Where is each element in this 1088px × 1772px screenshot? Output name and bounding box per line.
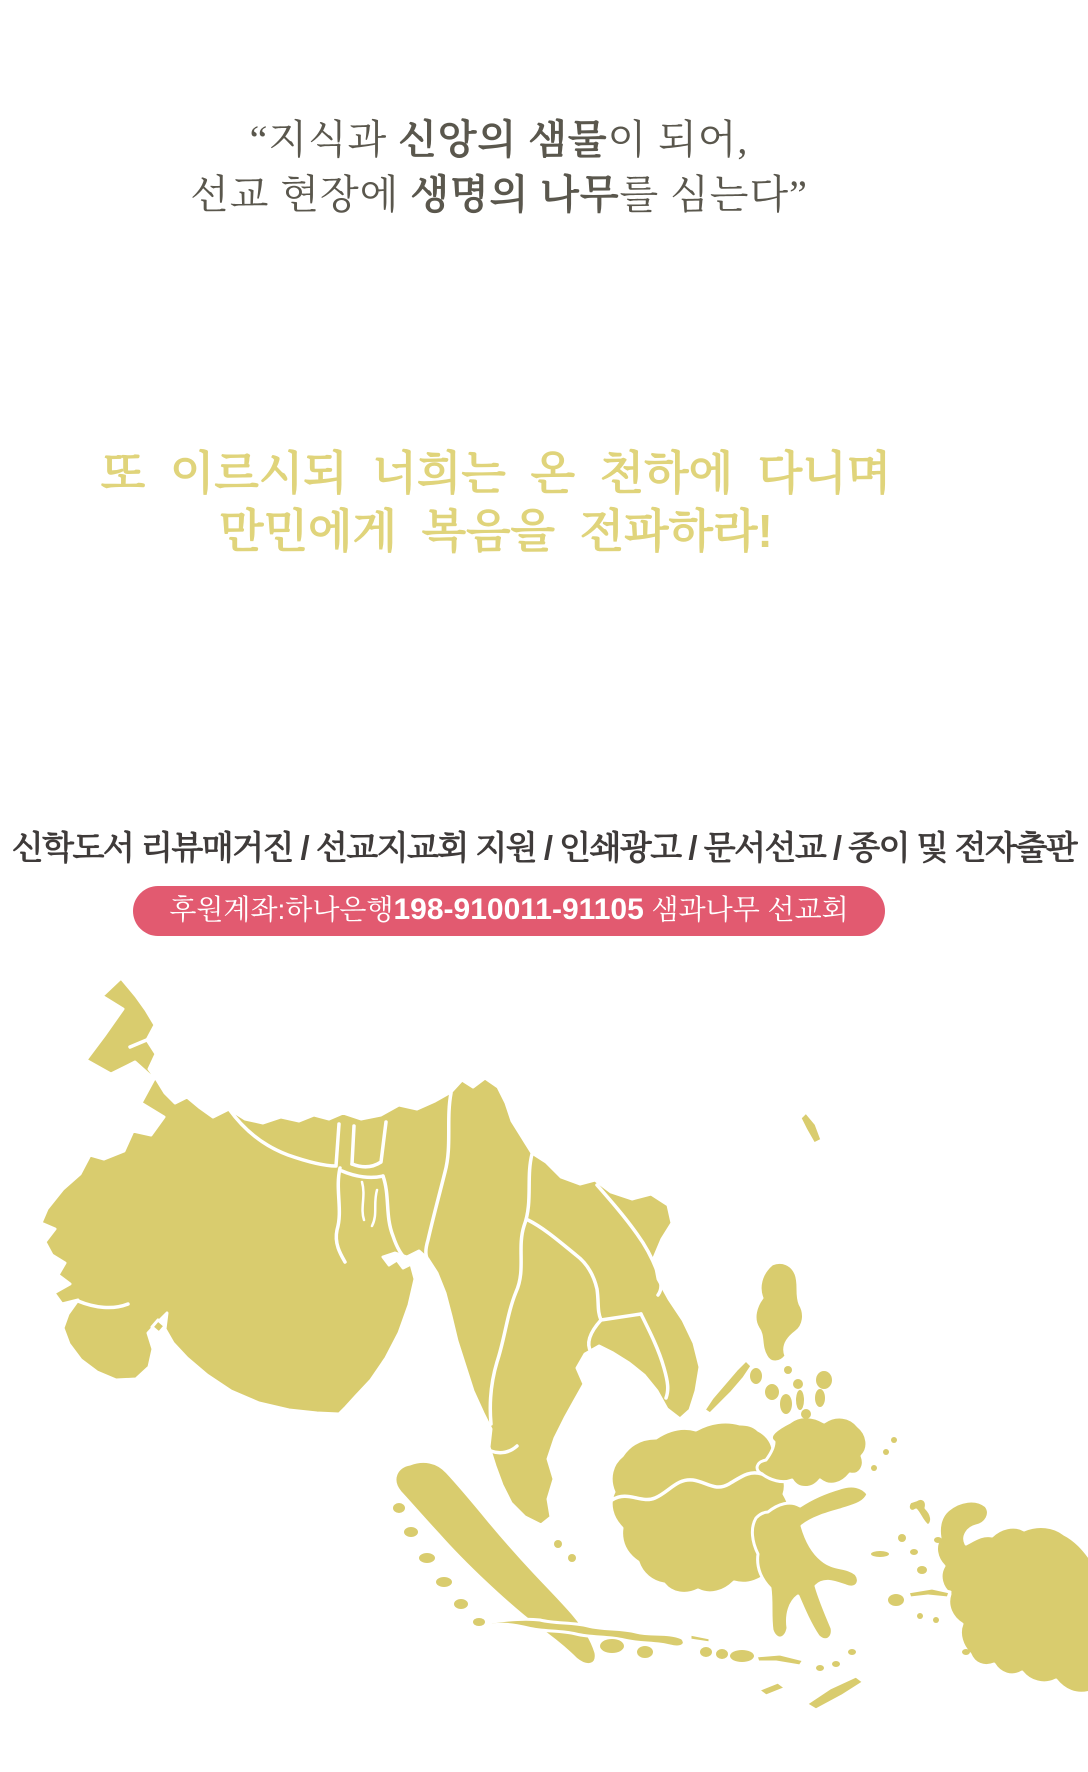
border-sikkim	[352, 1126, 354, 1164]
donation-account-badge: 후원계좌:하나은행198-910011-91105 샘과나무 선교회	[133, 886, 884, 936]
halmahera-island	[908, 1498, 931, 1526]
account-number: 198-910011-91105	[393, 893, 644, 926]
mainland-south-asia	[41, 978, 700, 1525]
mindanao-island	[757, 1417, 867, 1488]
taiwan-island	[800, 1112, 822, 1144]
asia-map	[0, 952, 1088, 1772]
madura-island	[690, 1634, 710, 1643]
services-line: 신학도서 리뷰매거진 / 선교지교회 지원 / 인쇄광고 / 문서선교 / 종이 및 전자출판	[11, 829, 1077, 866]
timor-island	[806, 1676, 864, 1710]
verse-line-2: 만민에게 복음을 전파하라!	[219, 505, 773, 557]
mission-quote	[0, 112, 1043, 222]
donation-badge-row	[0, 886, 1053, 936]
quote-line-1: “지식과 신앙의 샘물이 되어,	[249, 117, 749, 162]
papua-landmass	[937, 1501, 1088, 1693]
luzon-island	[755, 1262, 803, 1362]
sulawesi-island	[752, 1486, 868, 1640]
flores-island	[756, 1654, 804, 1666]
sumba-island	[758, 1682, 786, 1696]
quote-line-2: 선교 현장에 생명의 나무를 심는다”	[190, 172, 808, 217]
bangladesh-river-1	[362, 1182, 364, 1220]
verse-line-1: 또 이르시되 너희는 온 천하에 다니며	[100, 447, 892, 499]
palawan-island	[704, 1360, 752, 1414]
seram-island	[908, 1588, 950, 1598]
sumatra-island	[395, 1461, 596, 1664]
bible-verse	[0, 444, 1040, 560]
